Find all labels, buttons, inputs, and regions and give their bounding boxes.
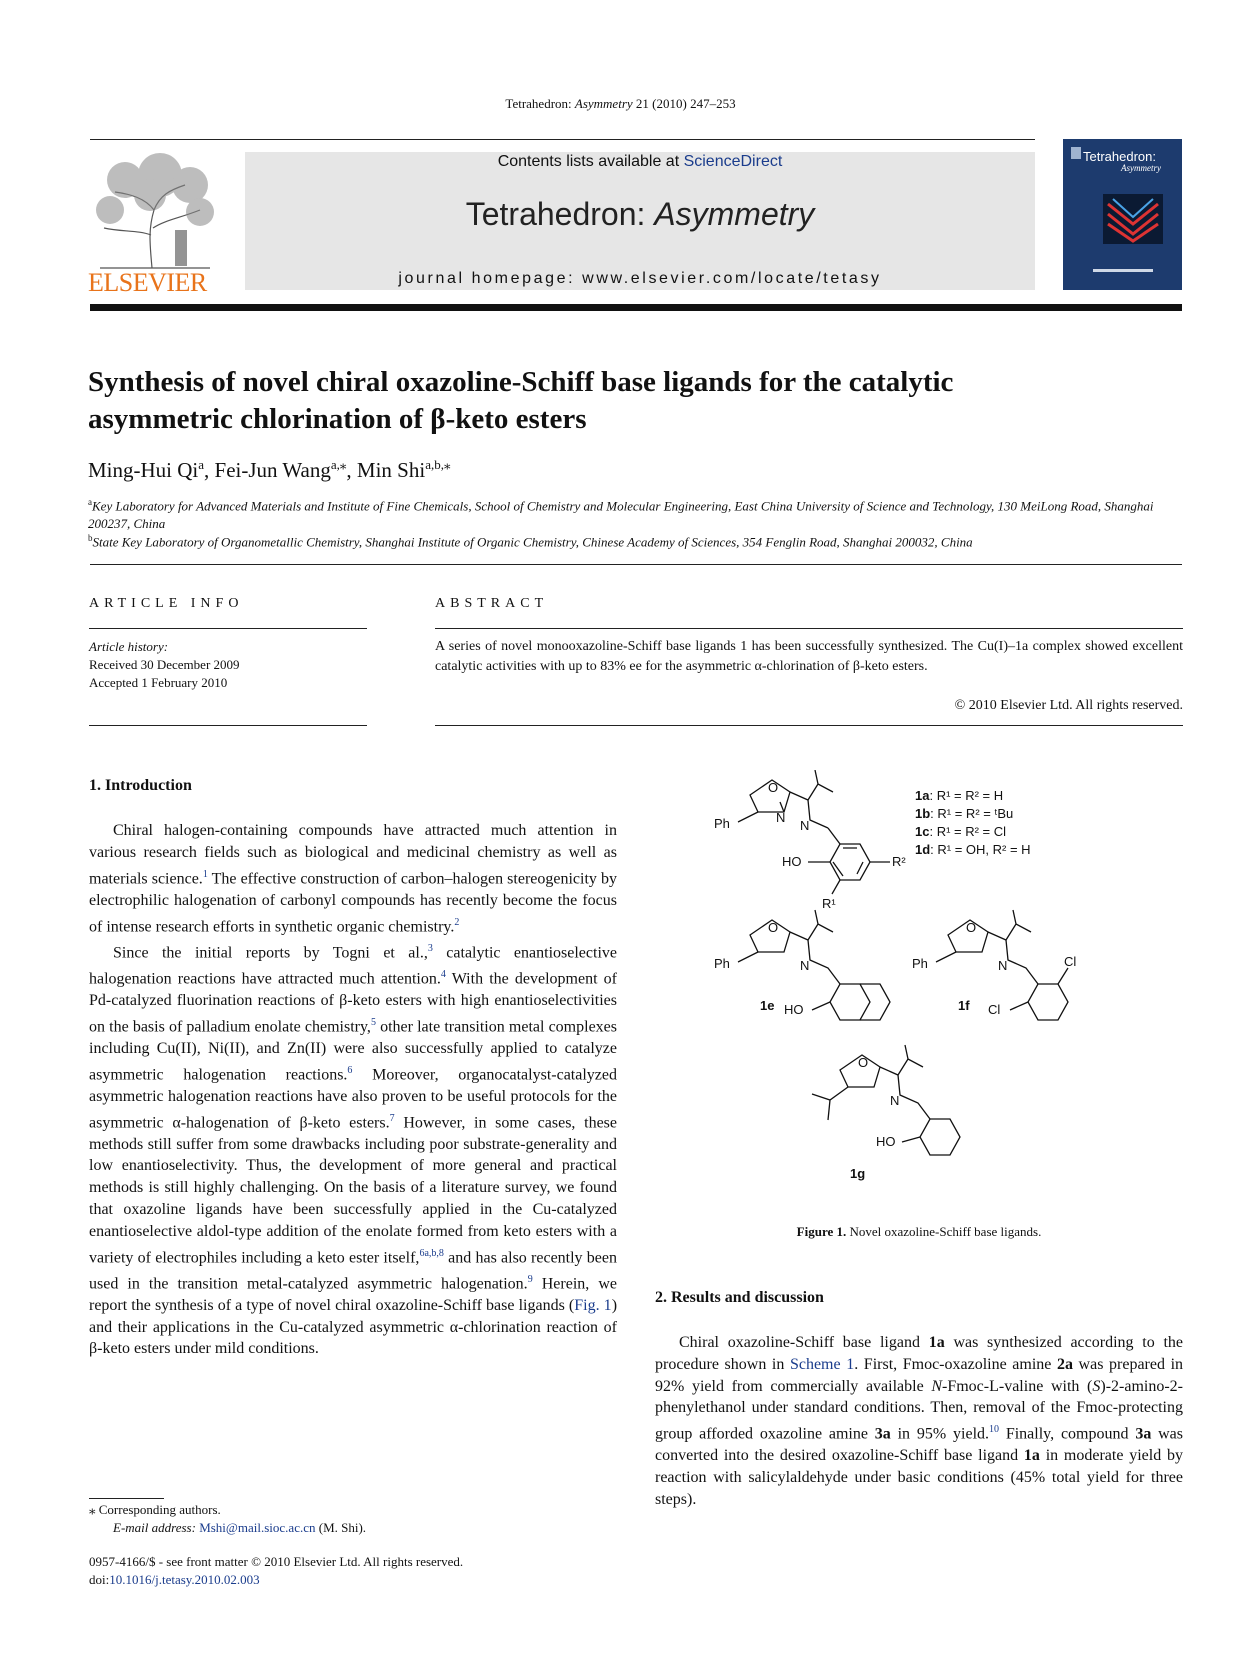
atom-cl: Cl bbox=[988, 1002, 1001, 1017]
accepted-date: Accepted 1 February 2010 bbox=[89, 675, 228, 690]
abstract-text: A series of novel monooxazoline-Schiff base ligands 1 has been successfully synthesized. The Cu(I)–1a complex showed excellent catalytic activities with up to 83% ee for the asymmetric α-chlorination of β-keto esters. bbox=[435, 639, 1183, 674]
abstract-rule-top bbox=[435, 628, 1183, 629]
publisher-wordmark: ELSEVIER bbox=[88, 268, 207, 297]
author: Min Shi bbox=[356, 458, 426, 482]
svg-text:1d: R¹ = OH, R² = H: 1d: R¹ = OH, R² = H bbox=[915, 842, 1031, 857]
atom-n: N bbox=[800, 958, 810, 973]
atom-o: O bbox=[768, 780, 779, 795]
figure-1-link[interactable]: Fig. 1 bbox=[574, 1296, 612, 1314]
atom-r2: R² bbox=[892, 854, 906, 869]
svg-text:1c: R¹ = R² = Cl: 1c: R¹ = R² = Cl bbox=[915, 824, 1007, 839]
compound-label-1e: 1e bbox=[760, 998, 775, 1013]
sciencedirect-link[interactable]: ScienceDirect bbox=[683, 153, 783, 170]
atom-n: N bbox=[776, 810, 786, 825]
info-rule-top bbox=[89, 628, 367, 629]
atom-ho: HO bbox=[784, 1002, 804, 1017]
contents-line: Contents lists available at ScienceDirect bbox=[497, 153, 783, 170]
atom-n: N bbox=[998, 958, 1008, 973]
atom-ph: Ph bbox=[714, 816, 730, 831]
compound-label-1f: 1f bbox=[958, 998, 970, 1013]
figure-1-structures bbox=[700, 770, 1160, 1195]
footnote-rule bbox=[89, 1498, 164, 1499]
header-rule bbox=[90, 139, 1035, 140]
received-date: Received 30 December 2009 bbox=[89, 657, 240, 672]
abstract-rule-bottom bbox=[435, 725, 1183, 726]
atom-cl: Cl bbox=[1064, 954, 1077, 969]
atom-ph: Ph bbox=[714, 956, 730, 971]
affiliation-rule bbox=[90, 564, 1182, 565]
paragraph: Since the initial reports by Togni et al.,$^3$ catalytic enantioselective halogenation reactions have attracted much attention.$^4$ With the development of Pd-catalyzed fluorination reactions of β-keto esters with high enantioselectivities on the basis of palladium enolate chemistry,$^5$ other late transition metal complexes including Cu(II), Ni(II), and Zn(II) were also successfully applied to catalyze asymmetric halogenation reactions.$^6$ Moreover, organocatalyst-catalyzed asymmetric halogenation reactions have also proven to be useful protocols for the asymmetric α-halogenation of β-keto esters.$^7$ However, in some cases, these methods still suffer from some drawbacks including poor substrate-generality and low enantioselectivity. Thus, the development of more general and practical methods is still highly challenging. On the basis of a literature survey, we found that oxazoline ligands have been successfully applied in the Cu-catalyzed enantioselective aldol-type addition of the enolate formed from keto esters with a variety of electrophiles including a keto ester itself,$^{6a,b,8}$ and has also recently been used in the transition metal-catalyzed asymmetric halogenation.$^9$ Herein, we report the synthesis of a type of novel chiral oxazoline-Schiff base ligands (Fig. 1) and their applications in the Cu-catalyzed asymmetric α-chlorination reaction of β-keto esters under mild conditions. bbox=[89, 942, 618, 1358]
atom-o: O bbox=[768, 920, 779, 935]
svg-text:1b: R¹ = R² = ᵗBu: 1b: R¹ = R² = ᵗBu bbox=[915, 806, 1014, 821]
cover-title: Tetrahedron: bbox=[1083, 149, 1156, 164]
author: Ming-Hui Qi bbox=[88, 458, 199, 482]
journal-homepage[interactable]: journal homepage: www.elsevier.com/locate/tetasy bbox=[398, 270, 882, 287]
affiliation-b: $^b$State Key Laboratory of Organometallic Chemistry, Shanghai Institute of Organic Chemistry, Chinese Academy of Sciences, 354 Fenglin Road, Shanghai 200032, China bbox=[88, 533, 973, 550]
info-rule-bottom bbox=[89, 725, 367, 726]
abstract-copyright: © 2010 Elsevier Ltd. All rights reserved. bbox=[954, 698, 1183, 713]
ligand-legend bbox=[915, 788, 1031, 857]
paragraph: Chiral oxazoline-Schiff base ligand 1a was synthesized according to the procedure shown in Scheme 1. First, Fmoc-oxazoline amine 2a was prepared in 92% yield from commercially available N-Fmoc-L-valine with (S)-2-amino-2-phenylethanol under standard conditions. Then, removal of the Fmoc-protecting group afforded oxazoline amine 3a in 95% yield.$^{10}$ Finally, compound 3a was converted into the desired oxazoline-Schiff base ligand 1a in moderate yield by reaction with salicylaldehyde under basic conditions (45% total yield for three steps). bbox=[655, 1334, 1184, 1508]
scheme-1-link[interactable]: Scheme 1 bbox=[789, 1355, 855, 1373]
journal-title: Tetrahedron: Asymmetry bbox=[465, 196, 815, 232]
atom-o: O bbox=[966, 920, 977, 935]
results-body bbox=[655, 1332, 1183, 1511]
doi-link[interactable]: 10.1016/j.tetasy.2010.02.003 bbox=[109, 1572, 260, 1587]
article-title: Synthesis of novel chiral oxazoline-Schiff base ligands for the catalytic asymmetric chlorination of β-keto esters bbox=[88, 366, 954, 435]
compound-label-1g: 1g bbox=[850, 1166, 866, 1181]
journal-citation: Tetrahedron: Asymmetry 21 (2010) 247–253 bbox=[505, 96, 736, 111]
svg-text:1a: R¹ = R² = H: 1a: R¹ = R² = H bbox=[915, 788, 1004, 803]
header-thick-rule bbox=[90, 304, 1182, 311]
atom-ph: Ph bbox=[912, 956, 928, 971]
abstract-heading: ABSTRACT bbox=[435, 596, 549, 611]
atom-n: N bbox=[890, 1093, 900, 1108]
atom-n: N bbox=[800, 818, 810, 833]
section-heading-introduction: 1. Introduction bbox=[89, 777, 192, 794]
author: Fei-Jun Wang bbox=[214, 458, 331, 482]
affiliation-a: $^a$Key Laboratory for Advanced Materials and Institute of Fine Chemicals, School of Chemistry and Molecular Engineering, East China University of Science and Technology, 130 MeiLong Road, Shanghai 200237, China bbox=[88, 497, 1154, 532]
atom-ho: HO bbox=[876, 1134, 896, 1149]
paragraph: Chiral halogen-containing compounds have attracted much attention in various research fields such as biological and medicinal chemistry as well as materials science.$^1$ The effective construction of carbon–halogen stereogenicity by electrophilic halogenation of carbonyl compounds has recently become the focus of intense research efforts in synthetic organic chemistry.$^2$ bbox=[89, 822, 618, 935]
section-heading-results: 2. Results and discussion bbox=[655, 1289, 824, 1306]
atom-r1: R¹ bbox=[822, 896, 836, 911]
cover-subtitle: Asymmetry bbox=[1121, 163, 1161, 173]
atom-o: O bbox=[858, 1055, 869, 1070]
atom-ho: HO bbox=[782, 854, 802, 869]
footnote-corresponding: ⁎ Corresponding authors. E-mail address: Mshi@mail.sioc.ac.cn (M. Shi). bbox=[89, 1502, 367, 1535]
article-history: Article history: Received 30 December 2009 Accepted 1 February 2010 bbox=[89, 639, 240, 690]
front-matter: 0957-4166/$ - see front matter © 2010 Elsevier Ltd. All rights reserved. doi:10.1016/j.tetasy.2010.02.003 bbox=[89, 1554, 464, 1587]
email-link[interactable]: Mshi@mail.sioc.ac.cn bbox=[199, 1520, 316, 1535]
figure-1-caption: Figure 1. Novel oxazoline-Schiff base ligands. bbox=[796, 1224, 1042, 1239]
author-list: Ming-Hui Qi$^a$, Fei-Jun Wang$^{a,⁎}$, Min Shi$^{a,b,⁎}$ bbox=[88, 457, 451, 482]
introduction-body bbox=[89, 820, 617, 1360]
article-info-heading: ARTICLE INFO bbox=[89, 596, 244, 611]
